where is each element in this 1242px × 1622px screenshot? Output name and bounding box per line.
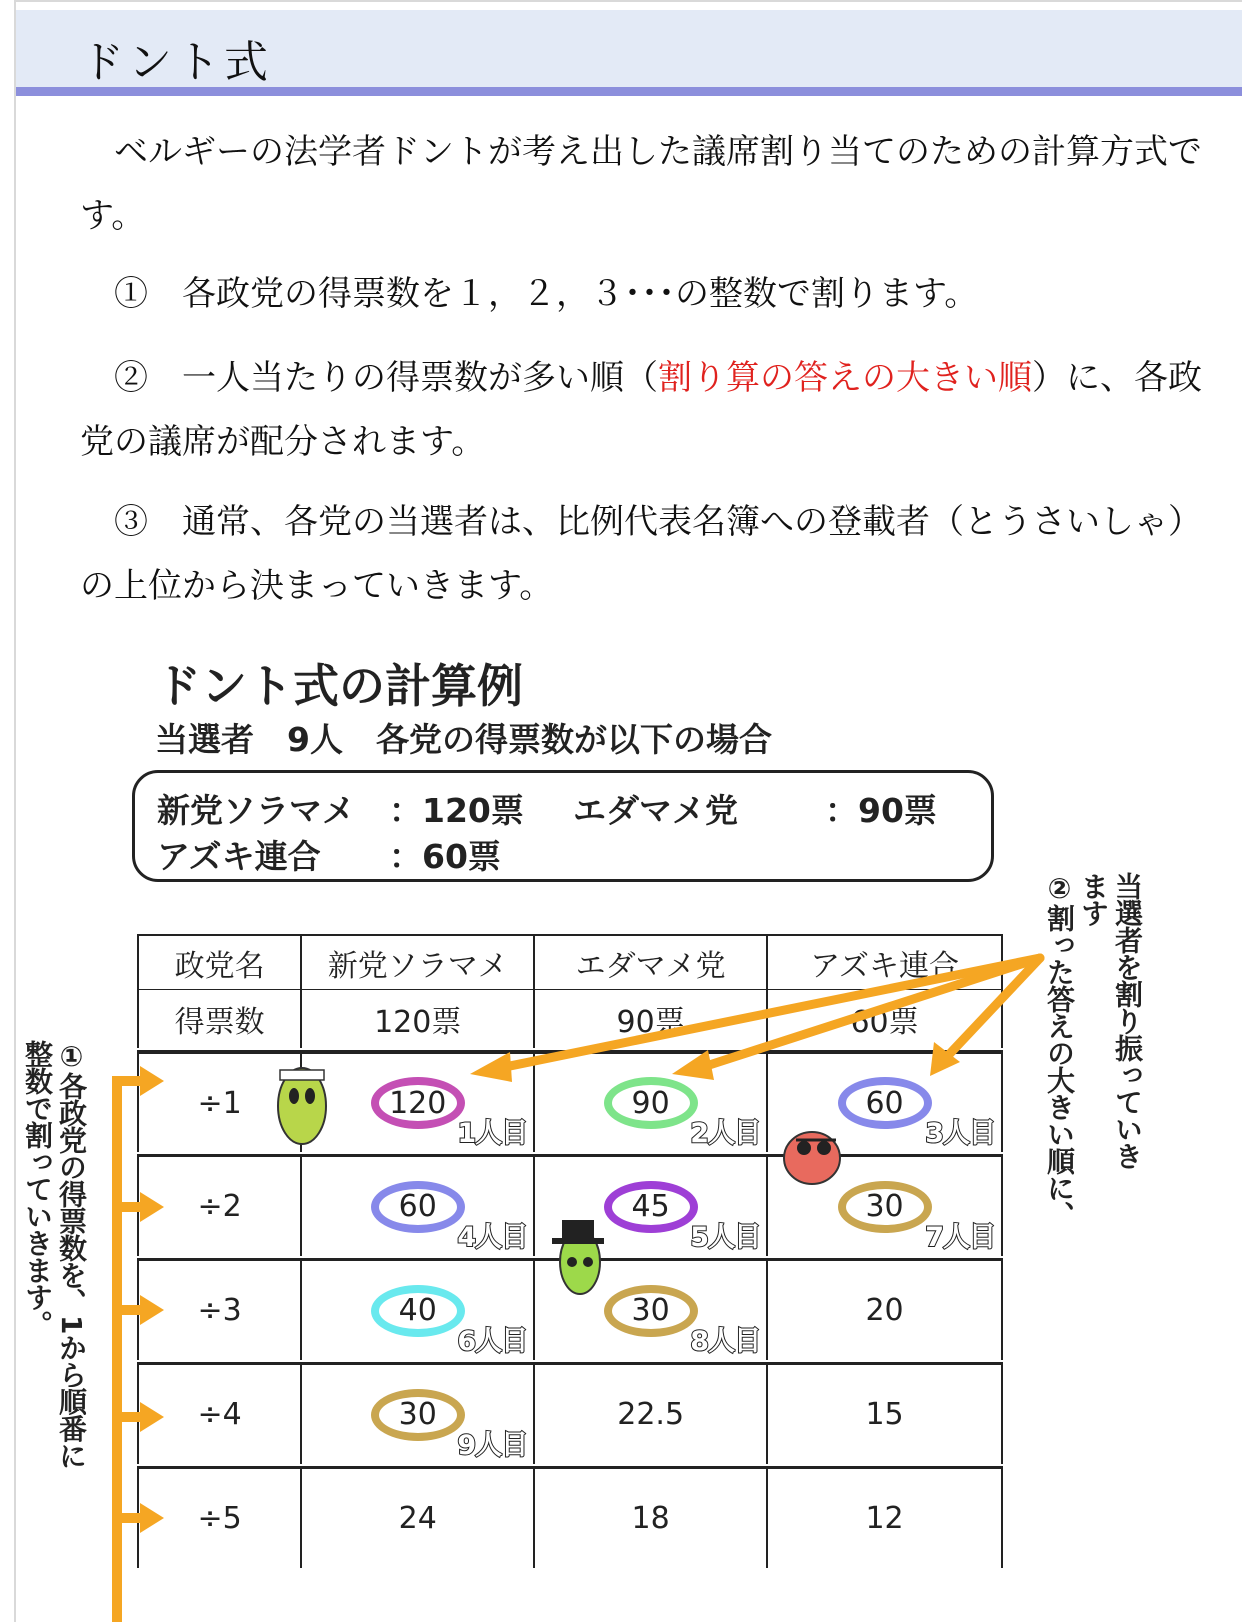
seat-rank-label: 3人目 xyxy=(925,1118,995,1149)
quotient-value: 12 xyxy=(865,1501,904,1536)
divisor-cell: ÷2 xyxy=(139,1157,302,1256)
figure-title: ドント式の計算例 xyxy=(155,659,523,713)
seat-rank-label: 2人目 xyxy=(690,1118,761,1149)
quotient-cell xyxy=(768,1054,1001,1152)
section-title: ドント式 xyxy=(80,37,272,88)
quotient-value: 15 xyxy=(865,1397,904,1432)
table-row xyxy=(137,1050,1003,1152)
votes-box xyxy=(132,770,994,882)
quotient-cell xyxy=(302,1365,535,1464)
quotient-value: 45 xyxy=(631,1189,670,1224)
divisor-cell: ÷4 xyxy=(139,1365,302,1464)
divisor-cell: ÷5 xyxy=(139,1469,302,1568)
vote-party-2: エダマメ党 xyxy=(573,791,738,830)
quotient-value: 120 xyxy=(389,1085,447,1121)
note-left: ①各政党の得票数を、1から順番に xyxy=(55,1040,88,1469)
note-left-col1: 整数で割っていきます。 xyxy=(21,1040,54,1337)
header-party-3: アズキ連合 xyxy=(810,948,959,984)
quotient-cell xyxy=(768,1365,1001,1464)
quotient-value: 40 xyxy=(398,1293,437,1328)
quotient-value: 60 xyxy=(398,1189,437,1224)
quotient-cell xyxy=(302,1054,535,1152)
seat-rank-label: 5人目 xyxy=(690,1222,761,1253)
table-row xyxy=(137,1466,1003,1568)
seat-rank-label: 8人目 xyxy=(690,1326,761,1357)
quotient-cell xyxy=(302,1261,535,1360)
vote-party-3: アズキ連合 xyxy=(157,837,321,876)
quotient-value: 24 xyxy=(398,1501,437,1536)
header-votes-label: 得票数 xyxy=(139,990,302,1048)
step-2-text-before: ② 一人当たりの得票数が多い順（ xyxy=(114,358,658,398)
quotient-value: 90 xyxy=(631,1085,670,1121)
votes-party-2: 90票 xyxy=(535,990,768,1048)
quotient-value: 18 xyxy=(631,1501,670,1536)
quotient-value: 30 xyxy=(865,1189,904,1224)
quotient-cell xyxy=(535,1469,768,1568)
figure-subtitle: 当選者 9人 各党の得票数が以下の場合 xyxy=(155,720,772,759)
step-1: ① 各政党の得票数を１，２，３･･･の整数で割ります。 xyxy=(114,274,979,314)
intro-paragraph: ベルギーの法学者ドントが考え出した議席割り当てのための計算方式です。 xyxy=(80,132,1202,236)
quotient-cell xyxy=(768,1261,1001,1360)
quotient-value: 60 xyxy=(865,1085,904,1121)
table-row xyxy=(137,1258,1003,1360)
seat-rank-label: 6人目 xyxy=(457,1326,528,1357)
quotient-value: 20 xyxy=(865,1293,904,1328)
vote-value-1: ：120票 xyxy=(389,791,524,830)
header-party-label: 政党名 xyxy=(139,936,302,989)
quotient-value: 30 xyxy=(631,1293,670,1328)
note-right: 当選者を割り振っていきます xyxy=(1077,872,1144,1169)
table-row xyxy=(137,1154,1003,1256)
header-party-1: 新党ソラマメ xyxy=(302,936,535,989)
votes-party-3: 60票 xyxy=(850,1005,919,1040)
quotient-value: 22.5 xyxy=(617,1397,685,1432)
step-3: ③ 通常、各党の当選者は、比例代表名簿への登載者（とうさいしゃ）の上位から決まっていきます。 xyxy=(80,502,1202,606)
note-right-col1: ②割った答えの大きい順に、 xyxy=(1043,872,1076,1228)
quotient-cell xyxy=(302,1157,535,1256)
seat-rank-label: 7人目 xyxy=(925,1222,995,1253)
quotient-cell xyxy=(535,1365,768,1464)
quotient-cell xyxy=(535,1261,768,1360)
quotient-cell xyxy=(535,1157,768,1256)
quotient-cell xyxy=(535,1054,768,1152)
table-votes-row xyxy=(137,990,1003,1048)
step-2-highlight: 割り算の答えの大きい順 xyxy=(658,358,1032,398)
table-row xyxy=(137,1362,1003,1464)
divisor-cell: ÷1 xyxy=(139,1054,302,1152)
quotient-value: 30 xyxy=(398,1397,437,1432)
step-2-text-after: ）に、各政党の議席が配分されます。 xyxy=(80,358,1202,462)
seat-rank-label: 4人目 xyxy=(457,1222,528,1253)
quotient-cell xyxy=(302,1469,535,1568)
quotient-cell xyxy=(768,1157,1001,1256)
vote-party-1: 新党ソラマメ xyxy=(157,791,355,830)
header-party-2: エダマメ党 xyxy=(535,936,768,989)
step-2 xyxy=(80,346,1220,474)
votes-party-1: 120票 xyxy=(302,990,535,1048)
seat-rank-label: 9人目 xyxy=(457,1430,528,1461)
vote-value-3: ：60票 xyxy=(389,837,501,876)
section-header xyxy=(16,10,1242,96)
table-header-row xyxy=(137,934,1003,990)
seat-rank-label: 1人目 xyxy=(457,1118,528,1149)
vote-value-2: ：90票 xyxy=(825,791,937,830)
divisor-cell: ÷3 xyxy=(139,1261,302,1360)
quotient-cell xyxy=(768,1469,1001,1568)
